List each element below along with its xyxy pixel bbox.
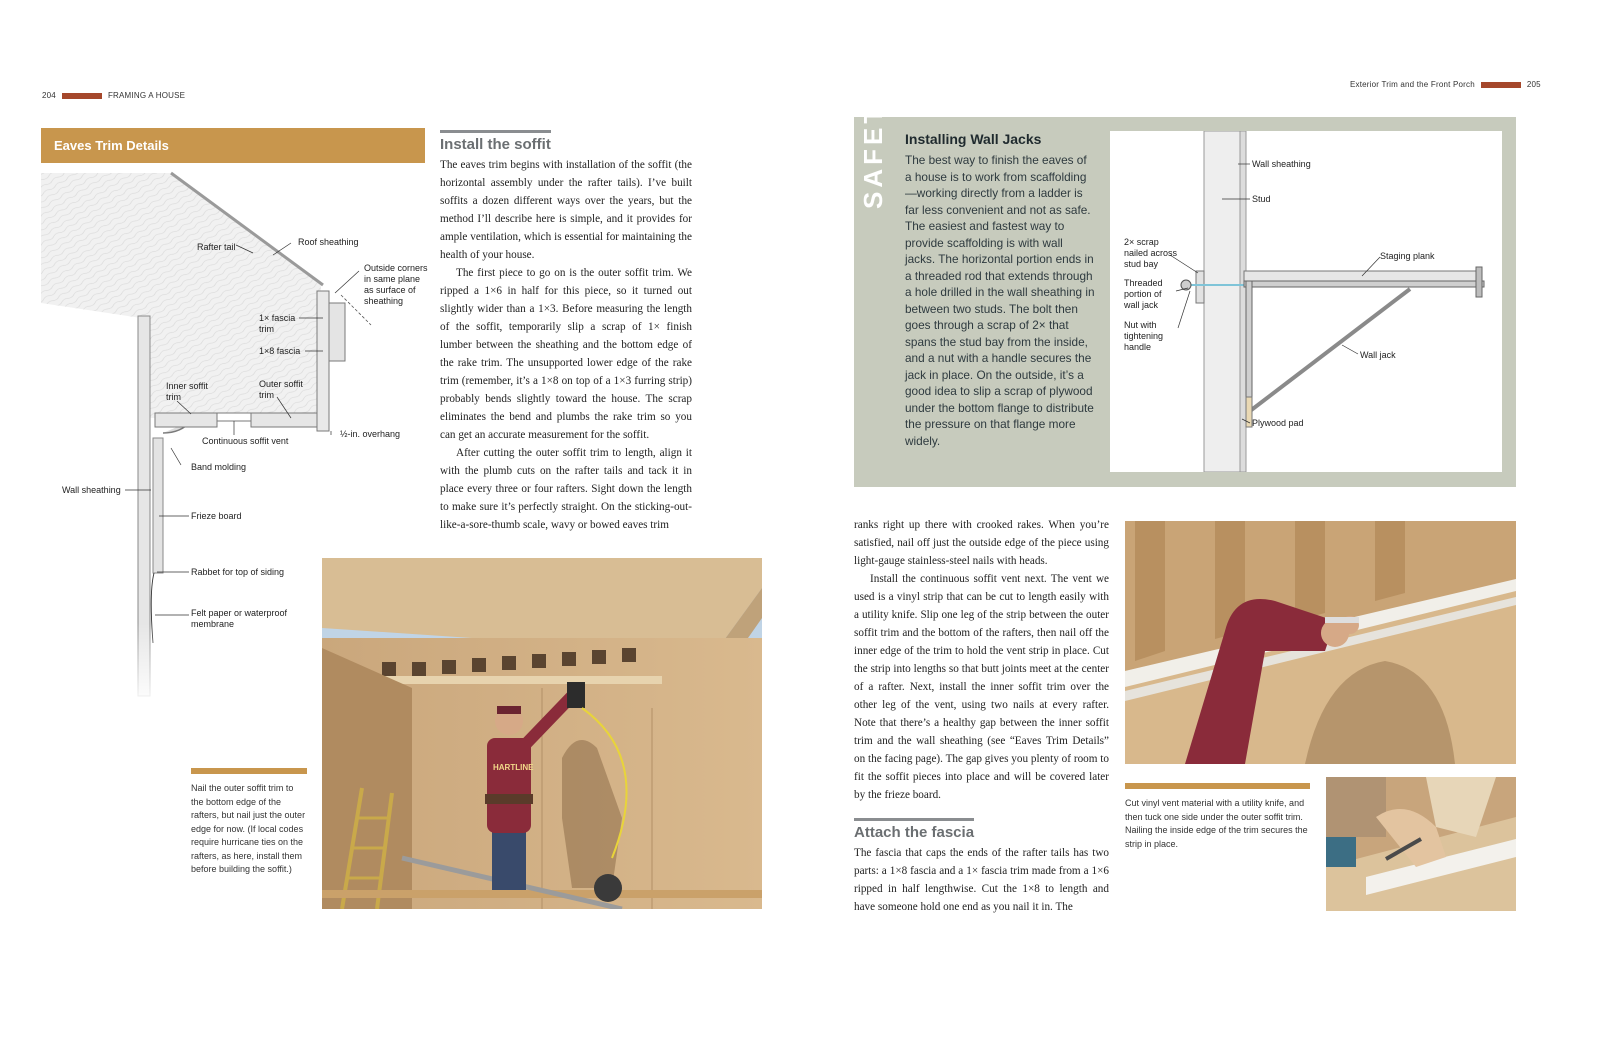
running-head-bar-right bbox=[1481, 82, 1521, 88]
label-fascia-trim bbox=[259, 313, 295, 335]
safety-title: Installing Wall Jacks bbox=[905, 131, 1042, 147]
left-caption-text: Nail the outer soffit trim to the bottom edge of the rafters, but nail just the outer edge for now. (If local codes require hurricane ties on the rafters, as here, install them before building the soffit.) bbox=[191, 783, 306, 874]
jack-label-staging-plank: Staging plank bbox=[1380, 251, 1435, 261]
label-outside-corners-line1: Outside corners bbox=[364, 263, 428, 273]
label-felt-line2: membrane bbox=[191, 619, 235, 629]
install-soffit-body bbox=[440, 156, 692, 534]
label-outside-corners-line3: as surface of bbox=[364, 285, 416, 295]
label-rafter-tail: Rafter tail bbox=[197, 242, 236, 252]
label-band-molding: Band molding bbox=[191, 462, 247, 472]
jack-label-nut-line1: Nut with bbox=[1124, 320, 1157, 330]
label-outer-soffit-line2: trim bbox=[259, 390, 274, 400]
jack-label-stud: Stud bbox=[1252, 194, 1271, 204]
jack-label-scrap-line3: stud bay bbox=[1124, 259, 1159, 269]
label-wall-sheathing: Wall sheathing bbox=[62, 485, 121, 495]
attach-fascia-heading: Attach the fascia bbox=[854, 818, 974, 841]
attach-fascia-section bbox=[854, 818, 1109, 916]
shirt-logo-text: HARTLINE bbox=[493, 763, 534, 772]
label-1x8-fascia: 1×8 fascia bbox=[259, 346, 301, 356]
right-paragraph-2: Install the continuous soffit vent next. The vent we used is a vinyl strip that can be cut to length easily with a utility knife. Slip one leg of the strip between the outer soffit trim and the bottom of the rafters, then nail off the inner edge of the trim to hold the vent strip in place. Cut the strip into lengths so that butt joints meet at the center of a rafter. Next, install the inner soffit trim over the other leg of the vent, using two nails at every rafter. Note that there’s a healthy gap between the inner soffit trim and the wall sheathing (see “Eaves Trim Details” on the facing page). The gap gives you plenty of room to fit the soffit pieces into place and will be covered later by the frieze board. bbox=[854, 573, 1109, 801]
soffit-paragraph-1: The eaves trim begins with installation of the soffit (the horizontal assembly under the rafter tails). I’ve built soffits a dozen different ways over the years, but the method I’ll describe here is simple, and it provides for ample ventilation, which is essential for maintaining the health of your house. bbox=[440, 159, 692, 261]
label-outer-soffit-trim bbox=[259, 379, 303, 401]
label-outside-corners-line2: in same plane bbox=[364, 274, 421, 284]
label-outside-corners-line4: sheathing bbox=[364, 296, 404, 306]
right-running-head bbox=[1350, 80, 1541, 89]
soffit-paragraph-3: After cutting the outer soffit trim to length, align it with the plumb cuts on the rafter tails and tack it in place every three or four rafters. Sight down the length to make sure it’s perfectly straight. On the sticking-out-like-a-sore-thumb scale, wavy or bowed eaves trim bbox=[440, 447, 692, 531]
jack-label-threaded-line1: Threaded bbox=[1124, 278, 1163, 288]
left-page-number: 204 bbox=[42, 91, 56, 100]
soffit-paragraph-2: The first piece to go on is the outer soffit trim. We ripped a 1×6 in half for this piece, so it turned out slightly wider than a 1×3. Before measuring the length of the soffit, temporarily slip a scrap of 1× finish lumber between the sheathing and the bottom edge of the rake trim. The unsupported lower edge of the rake trim (remember, it’s a 1×8 on top of a 1×3 furring strip) probably bends slightly toward the house. The scrap eliminates the bend and plumbs the rake trim so you can get an accurate measurement for the soffit. bbox=[440, 267, 692, 441]
jack-label-threaded bbox=[1124, 278, 1163, 311]
jack-label-wall-sheathing: Wall sheathing bbox=[1252, 159, 1311, 169]
label-felt-paper bbox=[191, 608, 287, 630]
fascia-paragraph-1: The fascia that caps the ends of the rafter tails has two parts: a 1×8 fascia and a 1× fascia trim made from a 1×6 ripped in half lengthwise. Cut the 1×8 to length and have someone hold one end as you nail it in. The bbox=[854, 847, 1109, 913]
jack-label-nut bbox=[1124, 320, 1163, 353]
jack-label-threaded-line2: portion of bbox=[1124, 289, 1162, 299]
right-running-head-text: Exterior Trim and the Front Porch bbox=[1350, 80, 1475, 89]
safety-text: The best way to finish the eaves of a house is to work from scaffolding—working directly from a ladder is far less convenient and not as safe. The easiest and fastest way to provide scaffolding is with wall jacks. The horizontal portion ends in a threaded rod that extends through a hole drilled in the wall sheathing in between two studs. The bolt then goes through a scrap of 2× that spans the stud bay from the inside, and a nut with a handle secures the jack in place. On the outside, it’s a good idea to slip a scrap of plywood under the bottom flange to distribute the pressure on that flange more widely. bbox=[905, 153, 1095, 448]
eaves-title-text: Eaves Trim Details bbox=[54, 138, 169, 153]
wall-jack-drawing bbox=[1110, 131, 1502, 472]
label-fascia-trim-line1: 1× fascia bbox=[259, 313, 296, 323]
install-soffit-section bbox=[440, 130, 692, 534]
right-paragraph-1: ranks right up there with crooked rakes. When you’re satisfied, nail off just the outside edge of the piece using light-gauge stainless-steel nails with heads. bbox=[854, 519, 1109, 567]
install-soffit-heading: Install the soffit bbox=[440, 130, 551, 153]
label-fascia-trim-line2: trim bbox=[259, 324, 274, 334]
jack-label-scrap-line1: 2× scrap bbox=[1124, 237, 1159, 247]
caption-bar bbox=[191, 768, 307, 774]
right-caption-block bbox=[1125, 783, 1310, 851]
right-page-number: 205 bbox=[1526, 80, 1541, 89]
photo-installing-soffit-vent bbox=[1125, 521, 1516, 764]
safety-content bbox=[905, 131, 1095, 449]
jack-label-wall-jack: Wall jack bbox=[1360, 350, 1396, 360]
label-inner-soffit-line2: trim bbox=[166, 392, 181, 402]
left-caption-block bbox=[191, 768, 307, 877]
left-running-head-text: FRAMING A HOUSE bbox=[107, 91, 186, 100]
label-outside-corners bbox=[364, 263, 428, 307]
caption-bar-right bbox=[1125, 783, 1310, 789]
running-head-bar bbox=[62, 93, 102, 99]
jack-label-nut-line2: tightening bbox=[1124, 331, 1164, 341]
attach-fascia-body bbox=[854, 844, 1109, 916]
photo-cutting-vinyl-vent bbox=[1326, 777, 1516, 911]
label-overhang: ½-in. overhang bbox=[340, 429, 401, 439]
label-continuous-soffit-vent: Continuous soffit vent bbox=[202, 436, 289, 446]
photo-nailing-soffit-trim bbox=[322, 558, 762, 909]
jack-label-nut-line3: handle bbox=[1124, 342, 1152, 352]
wall-jack-diagram bbox=[1110, 131, 1502, 472]
jack-label-scrap-line2: nailed across bbox=[1124, 248, 1178, 258]
label-roof-sheathing: Roof sheathing bbox=[298, 237, 359, 247]
label-frieze-board: Frieze board bbox=[191, 511, 242, 521]
label-outer-soffit-line1: Outer soffit bbox=[259, 379, 303, 389]
jack-label-plywood-pad: Plywood pad bbox=[1252, 418, 1304, 428]
jack-label-threaded-line3: wall jack bbox=[1124, 300, 1159, 310]
label-inner-soffit-line1: Inner soffit bbox=[166, 381, 208, 391]
label-rabbet: Rabbet for top of siding bbox=[191, 567, 285, 577]
eaves-trim-details-title bbox=[41, 128, 425, 163]
right-caption-text: Cut vinyl vent material with a utility knife, and then tuck one side under the outer soffit trim. Nailing the inside edge of the trim secures the strip in place. bbox=[1125, 798, 1308, 849]
jack-label-2x-scrap bbox=[1124, 237, 1177, 270]
left-running-head bbox=[42, 91, 185, 100]
label-inner-soffit-trim bbox=[166, 381, 208, 403]
safety-tag: SAFETY bbox=[858, 82, 888, 209]
label-felt-line1: Felt paper or waterproof bbox=[191, 608, 288, 618]
right-body-text bbox=[854, 516, 1109, 804]
